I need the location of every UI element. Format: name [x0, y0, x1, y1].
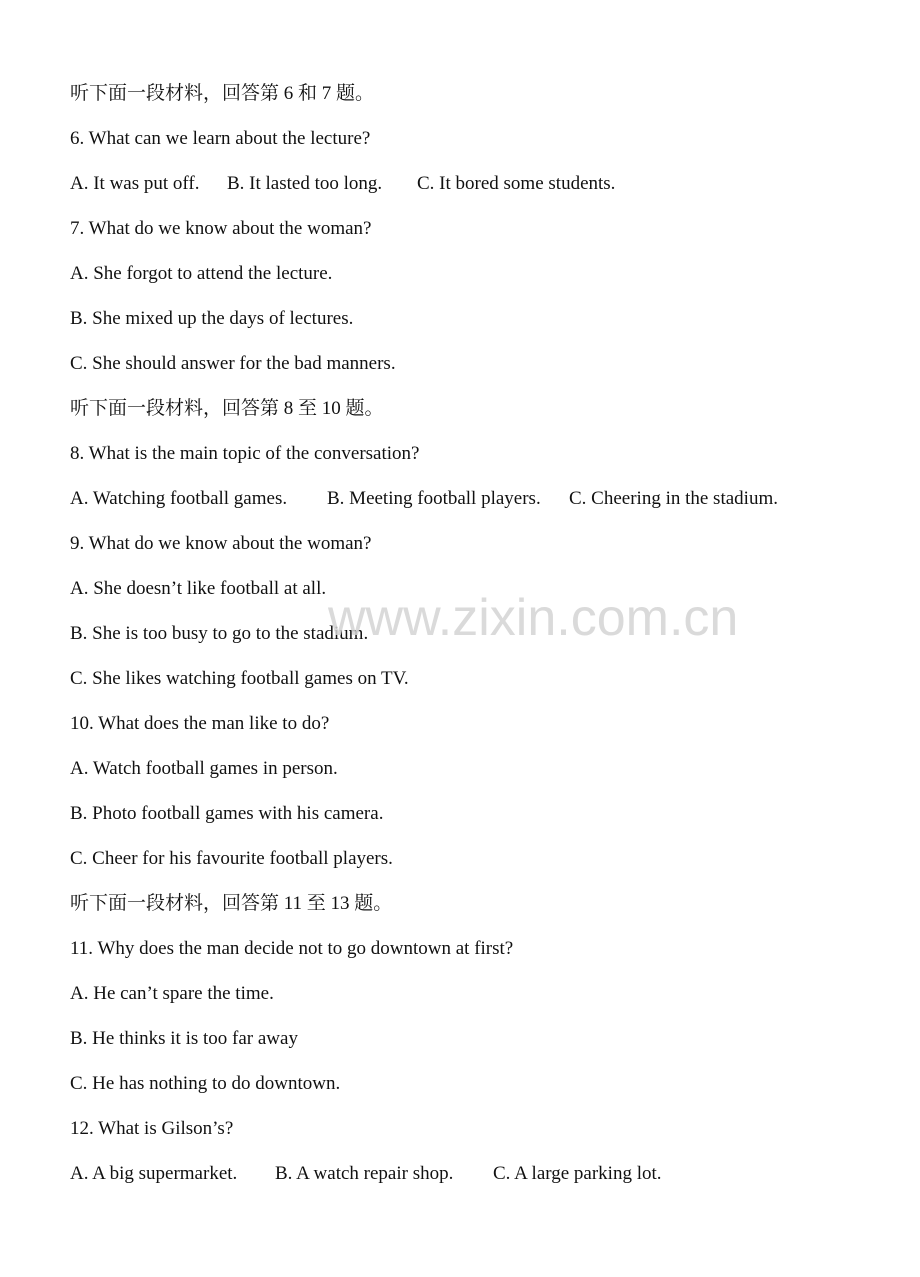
option-c: C. Cheering in the stadium.: [569, 488, 778, 509]
section-instruction: 听下面一段材料，回答第 11 至 13 题。: [70, 893, 393, 914]
option-c: C. Cheer for his favourite football players.: [70, 848, 393, 869]
question-7: 7. What do we know about the woman?: [70, 218, 372, 239]
option-c: C. She should answer for the bad manners.: [70, 353, 396, 374]
option-b: B. It lasted too long.: [227, 173, 383, 194]
option-b: B. She is too busy to go to the stadium.: [70, 623, 369, 644]
option-a: A. It was put off.: [70, 173, 200, 194]
option-b: B. A watch repair shop.: [275, 1163, 454, 1184]
question-8: 8. What is the main topic of the conversation?: [70, 443, 420, 464]
option-b: B. Meeting football players.: [327, 488, 541, 509]
question-10: 10. What does the man like to do?: [70, 713, 330, 734]
question-6-options: [70, 170, 890, 215]
option-b: B. She mixed up the days of lectures.: [70, 308, 354, 329]
question-9: 9. What do we know about the woman?: [70, 533, 372, 554]
question-12-options: [70, 1160, 890, 1205]
section-instruction: 听下面一段材料，回答第 8 至 10 题。: [70, 398, 384, 419]
option-a: A. A big supermarket.: [70, 1163, 238, 1184]
watermark: www.zixin.com.cn: [328, 589, 739, 647]
option-c: C. He has nothing to do downtown.: [70, 1073, 341, 1094]
question-6: 6. What can we learn about the lecture?: [70, 128, 371, 149]
question-8-options: [70, 485, 890, 530]
option-c: C. It bored some students.: [417, 173, 616, 194]
option-a: A. Watching football games.: [70, 488, 288, 509]
option-c: C. She likes watching football games on TV.: [70, 668, 409, 689]
question-12: 12. What is Gilson’s?: [70, 1118, 234, 1139]
option-a: A. He can’t spare the time.: [70, 983, 274, 1004]
option-b: B. Photo football games with his camera.: [70, 803, 384, 824]
option-c: C. A large parking lot.: [493, 1163, 662, 1184]
option-b: B. He thinks it is too far away: [70, 1028, 298, 1049]
question-11: 11. Why does the man decide not to go downtown at first?: [70, 938, 514, 959]
option-a: A. She forgot to attend the lecture.: [70, 263, 333, 284]
option-a: A. Watch football games in person.: [70, 758, 338, 779]
option-a: A. She doesn’t like football at all.: [70, 578, 327, 599]
section-instruction: 听下面一段材料，回答第 6 和 7 题。: [70, 83, 375, 104]
